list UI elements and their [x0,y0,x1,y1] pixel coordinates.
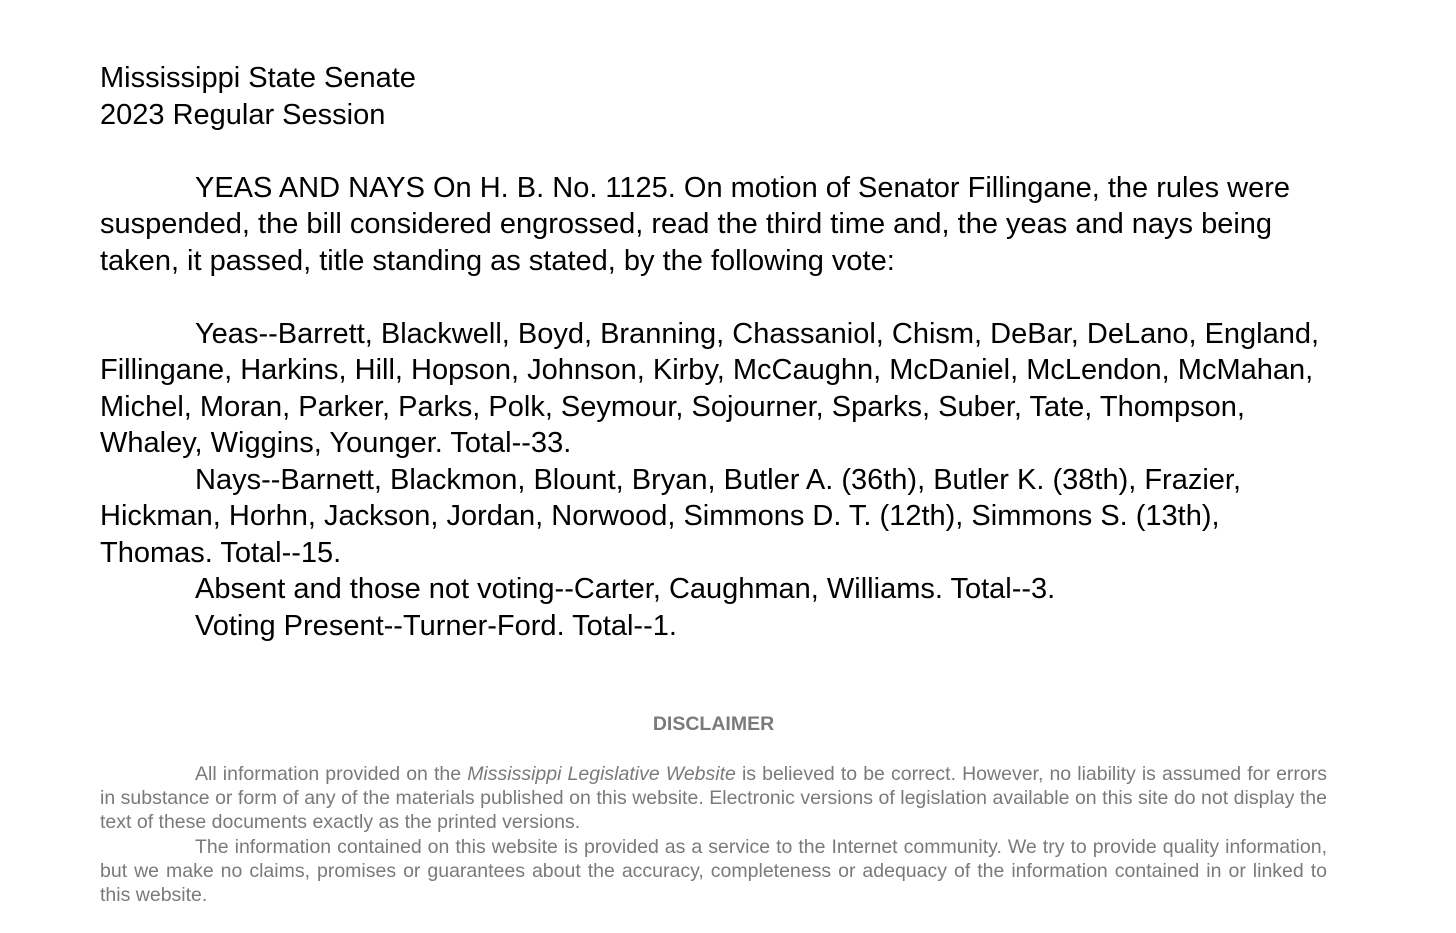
disclaimer-text: is believed to be correct. However, no liability is assumed for errors in substance or form of any of the materials published on this website. Electronic versions of legislation available on this site do not display the text of these documents exactly as the printed versions. [100,763,1327,834]
website-name: Mississippi Legislative Website [467,763,736,785]
disclaimer-section [100,712,1327,907]
disclaimer-heading: DISCLAIMER [652,713,775,735]
spacer [100,133,1328,170]
disclaimer-paragraph-2: The information contained on this website is provided as a service to the Internet community. We try to provide quality information, but we make no claims, promises or guarantees about the accuracy, completeness or adequacy of the information contained in or linked to this website. [100,835,1327,907]
disclaimer-paragraph-1 [100,762,1327,835]
vote-document [100,60,1328,644]
motion-paragraph: YEAS AND NAYS On H. B. No. 1125. On motion of Senator Fillingane, the rules were suspended, the bill considered engrossed, read the third time and, the yeas and nays being taken, it passed, title standing as stated, by the following vote: [100,171,1291,277]
spacer [100,279,1328,316]
present-paragraph: Voting Present--Turner-Ford. Total--1. [195,609,677,642]
nays-paragraph: Nays--Barnett, Blackmon, Blount, Bryan, Butler A. (36th), Butler K. (38th), Frazier, Hickman, Horhn, Jackson, Jordan, Norwood, Simmons D. T. (12th), Simmons S. (13th), Thomas. Total--15. [100,463,1242,569]
absent-paragraph: Absent and those not voting--Carter, Caughman, Williams. Total--3. [195,573,1056,605]
yeas-paragraph: Yeas--Barrett, Blackwell, Boyd, Branning, Chassaniol, Chism, DeBar, DeLano, England, Fillingane, Harkins, Hill, Hopson, Johnson, Kirby, McCaughn, McDaniel, McLendon, McMahan, Michel, Moran, Parker, Parks, Polk, Seymour, Sojourner, Sparks, Suber, Tate, Thompson, Whaley, Wiggins, Younger. Total--33. [100,317,1320,459]
chamber-title: Mississippi State Senate [100,62,416,94]
disclaimer-text: All information provided on the [195,763,468,785]
session-title: 2023 Regular Session [100,98,386,131]
